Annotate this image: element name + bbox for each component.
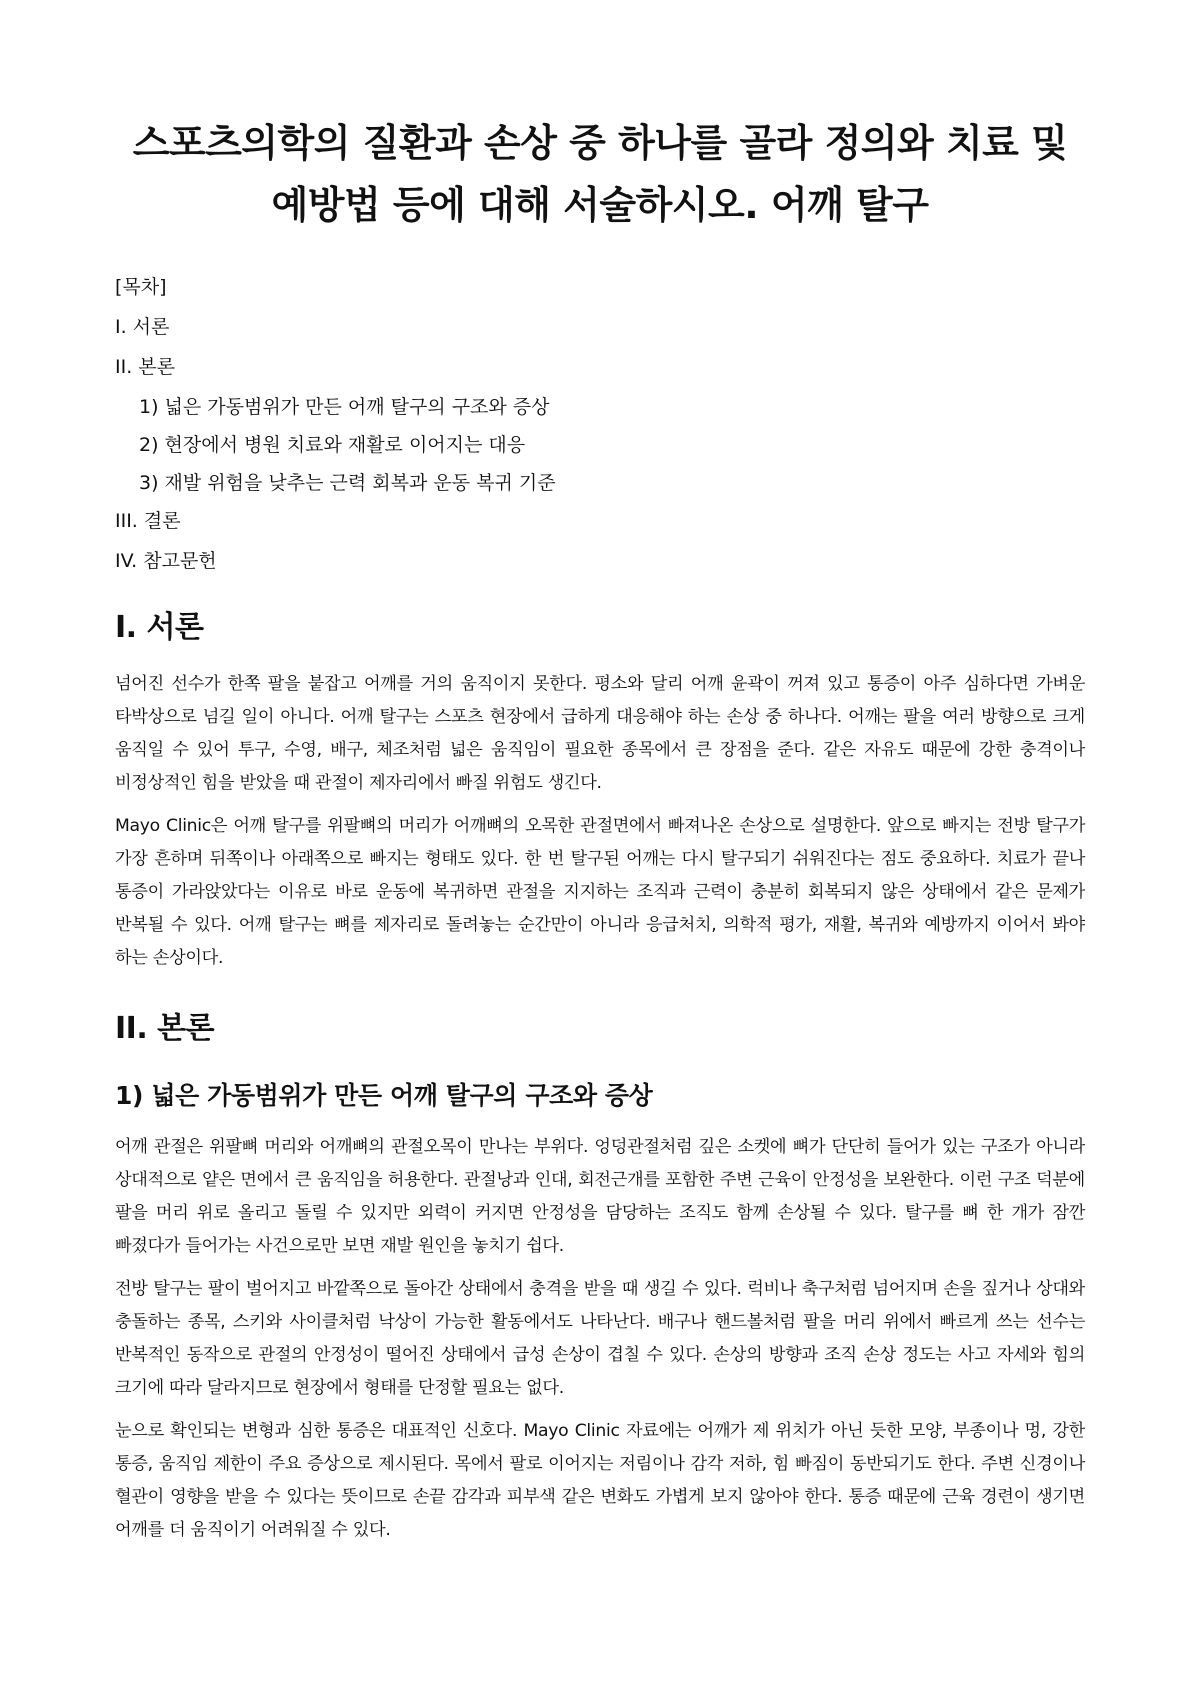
- paragraph: Mayo Clinic은 어깨 탈구를 위팔뼈의 머리가 어깨뼈의 오목한 관절면에서 빠져나온 손상으로 설명한다. 앞으로 빠지는 전방 탈구가 가장 흔하며 뒤쪽이나 아래쪽으로 빠지는 형태도 있다. 한 번 탈구된 어깨는 다시 탈구되기 쉬워진다는 점도 중요하다. 치료가 끝나 통증이 가라앉았다는 이유로 바로 운동에 복귀하면 관절을 지지하는 조직과 근력이 충분히 회복되지 않은 상태에서 같은 문제가 반복될 수 있다. 어깨 탈구는 뼈를 제자리로 돌려놓는 순간만이 아니라 응급처치, 의학적 평가, 재활, 복귀와 예방까지 이어서 봐야 하는 손상이다.: [115, 816, 1085, 968]
- section-heading-body: II. 본론: [115, 1011, 215, 1046]
- subsection-heading-structure-symptoms: 1) 넓은 가동범위가 만든 어깨 탈구의 구조와 증상: [115, 1081, 653, 1110]
- toc-heading: [목차]: [115, 276, 167, 298]
- paragraph: 전방 탈구는 팔이 벌어지고 바깥쪽으로 돌아간 상태에서 충격을 받을 때 생길 수 있다. 럭비나 축구처럼 넘어지며 손을 짚거나 상대와 충돌하는 종목, 스키와 사이클처럼 낙상이 가능한 활동에서도 나타난다. 배구나 핸드볼처럼 팔을 머리 위에서 빠르게 쓰는 선수는 반복적인 동작으로 관절의 안정성이 떨어진 상태에서 급성 손상이 겹칠 수 있다. 손상의 방향과 조직 손상 정도는 사고 자세와 힘의 크기에 따라 달라지므로 현장에서 형태를 단정할 필요는 없다.: [115, 1279, 1085, 1398]
- toc-item-references: IV. 참고문헌: [115, 550, 217, 572]
- toc-item-conclusion: III. 결론: [115, 510, 181, 532]
- document-title: 스포츠의학의 질환과 손상 중 하나를 골라 정의와 치료 및 예방법 등에 대해 서술하시오. 어깨 탈구: [132, 121, 1068, 227]
- toc-item-body: II. 본론: [115, 356, 175, 378]
- table-of-contents: [115, 274, 1085, 574]
- paragraph: 넘어진 선수가 한쪽 팔을 붙잡고 어깨를 거의 움직이지 못한다. 평소와 달리 어깨 윤곽이 꺼져 있고 통증이 아주 심하다면 가벼운 타박상으로 넘길 일이 아니다. 어깨 탈구는 스포츠 현장에서 급하게 대응해야 하는 손상 중 하나다. 어깨는 팔을 여러 방향으로 크게 움직일 수 있어 투구, 수영, 배구, 체조처럼 넓은 움직임이 필요한 종목에서 큰 장점을 준다. 같은 자유도 때문에 강한 충격이나 비정상적인 힘을 받았을 때 관절이 제자리에서 빠질 위험도 생긴다.: [115, 674, 1085, 793]
- section-heading-introduction: I. 서론: [115, 610, 204, 645]
- paragraph: 어깨 관절은 위팔뼈 머리와 어깨뼈의 관절오목이 만나는 부위다. 엉덩관절처럼 깊은 소켓에 뼈가 단단히 들어가 있는 구조가 아니라 상대적으로 얕은 면에서 큰 움직임을 허용한다. 관절낭과 인대, 회전근개를 포함한 주변 근육이 안정성을 보완한다. 이런 구조 덕분에 팔을 머리 위로 올리고 돌릴 수 있지만 외력이 커지면 안정성을 담당하는 조직도 함께 손상될 수 있다. 탈구를 뼈 한 개가 잠깐 빠졌다가 들어가는 사건으로만 보면 재발 원인을 놓치기 쉽다.: [115, 1137, 1085, 1256]
- toc-item-introduction: I. 서론: [115, 316, 170, 338]
- toc-subitem-return-to-sport: 3) 재발 위험을 낮추는 근력 회복과 운동 복귀 기준: [139, 472, 556, 494]
- toc-subitem-structure-symptoms: 1) 넓은 가동범위가 만든 어깨 탈구의 구조와 증상: [139, 396, 550, 418]
- toc-subitem-treatment-rehab: 2) 현장에서 병원 치료와 재활로 이어지는 대응: [139, 434, 526, 456]
- paragraph: 눈으로 확인되는 변형과 심한 통증은 대표적인 신호다. Mayo Clinic 자료에는 어깨가 제 위치가 아닌 듯한 모양, 부종이나 멍, 강한 통증, 움직임 제한이 주요 증상으로 제시된다. 목에서 팔로 이어지는 저림이나 감각 저하, 힘 빠짐이 동반되기도 한다. 주변 신경이나 혈관이 영향을 받을 수 있다는 뜻이므로 손끝 감각과 피부색 같은 변화도 가볍게 보지 않아야 한다. 통증 때문에 근육 경련이 생기면 어깨를 더 움직이기 어려워질 수 있다.: [115, 1421, 1085, 1540]
